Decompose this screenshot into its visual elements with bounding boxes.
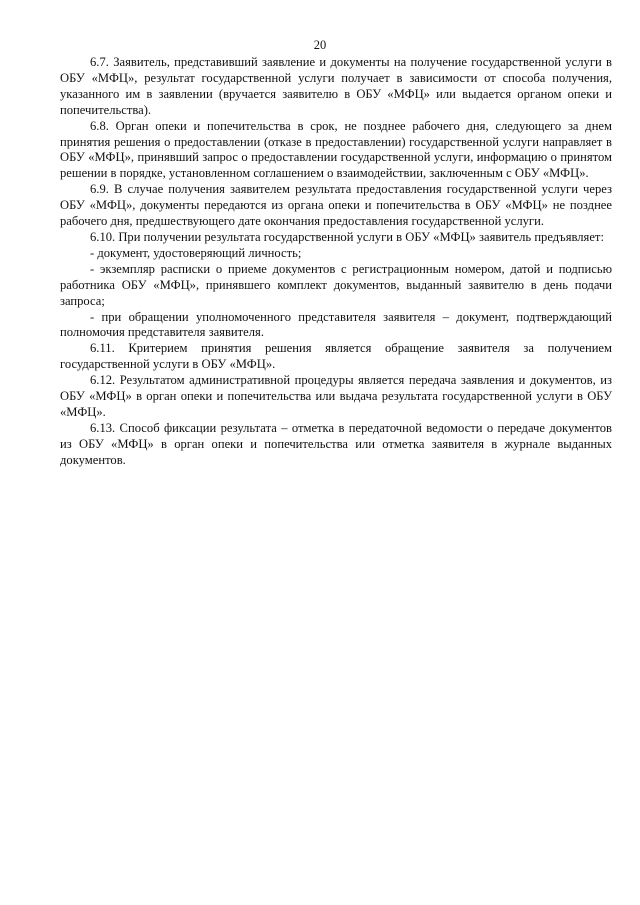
paragraph-6-11: 6.11. Критерием принятия решения является обращение заявителя за получением государственной услуги в ОБУ «МФЦ». [60,341,612,372]
paragraph-6-7: 6.7. Заявитель, представивший заявление и документы на получение государственной услуги в ОБУ «МФЦ», результат государственной услуги получает в зависимости от способа получения, указанного им в заявлении (вручается заявителю в ОБУ «МФЦ» или выдается органом опеки и попечительства). [60,55,612,117]
document-body [60,55,612,469]
list-item-representative-authority: - при обращении уполномоченного представителя заявителя – документ, подтверждающий полномочия представителя заявителя. [60,309,612,340]
list-item-receipt-copy: - экземпляр расписки о приеме документов с регистрационным номером, датой и подписью работника ОБУ «МФЦ», принявшего комплект документов, выданный заявителю в день подачи запроса; [60,261,612,308]
paragraph-6-12: 6.12. Результатом административной процедуры является передача заявления и документов, из ОБУ «МФЦ» в орган опеки и попечительства или выдача результата государственной услуги в ОБУ «МФЦ». [60,373,612,419]
list-item-identity-document: - документ, удостоверяющий личность; [90,245,302,260]
paragraph-6-8: 6.8. Орган опеки и попечительства в срок, не позднее рабочего дня, следующего за днем принятия решения о предоставлении (отказе в предоставлении) государственной услуги направляет в ОБУ «МФЦ», принявший запрос о предоставлении государственной услуги, информацию о принятом решении в порядке, установленном соглашением о взаимодействии, заключенным с ОБУ «МФЦ». [60,118,612,181]
paragraph-6-9: 6.9. В случае получения заявителем результата предоставления государственной услуги через ОБУ «МФЦ», документы передаются из органа опеки и попечительства в ОБУ «МФЦ» не позднее рабочего дня, предшествующего дате окончания предоставления государственной услуги. [60,182,612,229]
page-number: 20 [313,38,327,52]
paragraph-6-10: 6.10. При получении результата государственной услуги в ОБУ «МФЦ» заявитель предъявляет: [90,229,604,244]
paragraph-6-13: 6.13. Способ фиксации результата – отметка в передаточной ведомости о передаче документов из ОБУ «МФЦ» в орган опеки и попечительства или отметка заявителя в журнале выданных документов. [60,420,612,467]
